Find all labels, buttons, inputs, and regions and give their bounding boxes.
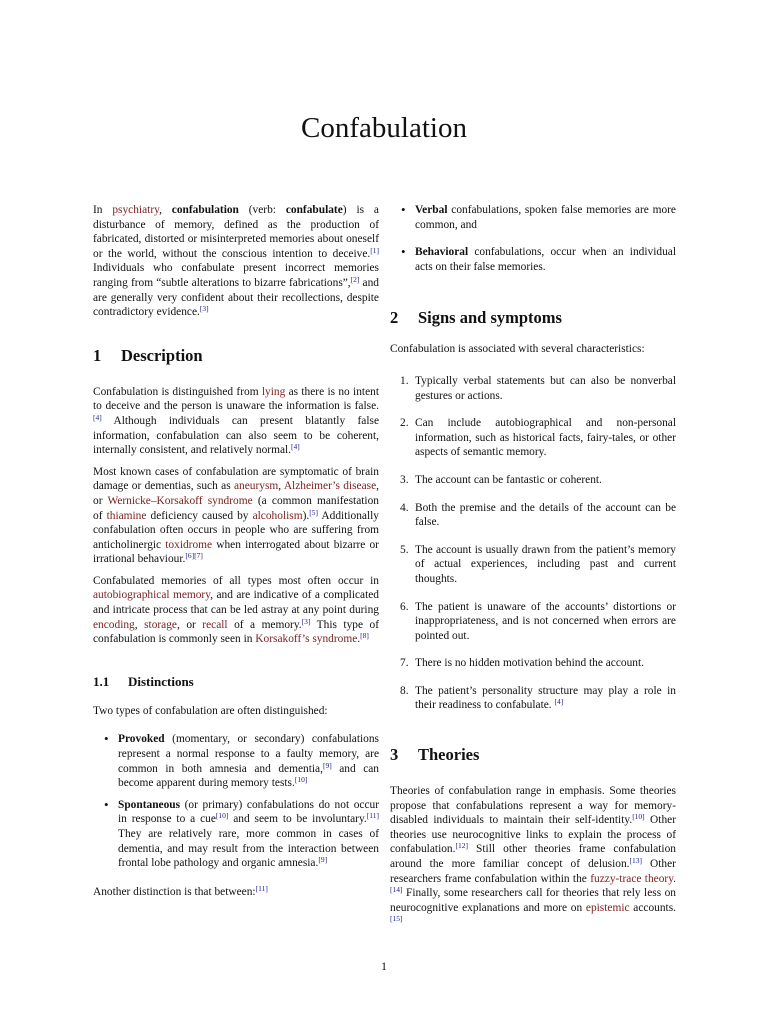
description-paragraph: Confabulation is distinguished from lying as there is no intent to deceive and the person is unaware the information is false.[4] Although individuals can present blatantly false information, confabulation can also seem to be coherent, internally consistent, and relatively normal.[4] [93,385,379,457]
link-encoding[interactable]: encoding [93,618,135,631]
distinctions-list [93,732,379,870]
distinctions-intro: Two types of confabulation are often distinguished: [93,704,328,717]
list-item: • Behavioral confabulations, occur when an individual acts on their false memories. [390,245,676,274]
ref-link[interactable]: [14] [390,885,403,895]
ref-link[interactable]: [3] [301,616,311,626]
ref-link[interactable]: [12] [455,841,468,851]
right-column [390,203,676,930]
link-aneurysm[interactable]: aneurysm [233,480,279,493]
left-column [93,203,379,899]
ref-link[interactable]: [11] [366,811,379,821]
another-distinction: Another distinction is that between:[11] [93,883,268,898]
link-autobiographical-memory[interactable]: autobiographical memory [93,589,211,602]
link-recall[interactable]: recall [202,618,228,631]
ref-link[interactable]: [4] [93,412,102,422]
theories-paragraph: Theories of confabulation range in emphasis. Some theories propose that confabulations represent a way for memory-disabled individuals to maintain their self-identity.[10] Other theories use neurocognitive links to explain the process of confabulation.[12] Still other theories frame confabulation around the more familiar concept of delusion.[13] Other researchers frame confabulation within the fuzzy-trace theory.[14] Finally, some researchers call for theories that rely less on neurocognitive explanations and more on epistemic accounts.[15] [390,785,677,924]
description-paragraph: Confabulated memories of all types most often occur in autobiographical memory, and are indicative of a complicated and intricate process that can be led astray at any point during encoding, storage, or recall of a memory.[3] This type of confabulation is commonly seen in Korsakoff’s syndrome.[8] [93,574,380,646]
signs-intro: Confabulation is associated with several characteristics: [390,343,645,356]
section-heading-theories: 3 Theories [390,745,480,765]
ref-link[interactable]: [4] [291,442,300,452]
link-thiamine[interactable]: thiamine [106,509,147,522]
link-toxidrome[interactable]: toxidrome [165,538,213,551]
ref-link[interactable]: [1] [370,245,379,255]
list-item: 8. The patient’s personality structure may play a role in their readiness to confabulate. [4] [400,684,676,712]
list-item: 7. There is no hidden motivation behind the account. [400,657,645,670]
ref-link[interactable]: [3] [199,304,209,314]
link-epistemic[interactable]: epistemic [585,901,630,914]
ref-link[interactable]: [15] [390,914,403,924]
list-item: • Provoked (momentary, or secondary) confabulations represent a normal response to a faulty memory, are common in both amnesia and dementia,[9] and can become apparent during memory tests.[10] [93,732,379,790]
ref-link[interactable]: [11] [255,883,268,893]
link-alzheimers[interactable]: Alzheimer’s disease [283,480,377,493]
subsection-heading-distinctions: 1.1 Distinctions [93,673,194,689]
link-fuzzy-trace-theory[interactable]: fuzzy-trace theory [590,872,674,885]
list-item: 2. Can include autobiographical and non-personal information, such as historical facts, fairy-tales, or other aspects of semantic memory. [400,417,676,459]
ref-link[interactable]: [4] [554,697,564,707]
list-item: • Spontaneous (or primary) confabulations do not occur in response to a cue[10] and seem to be involuntary.[11] They are relatively rare, more common in cases of dementia, and may result from the interaction between frontal lobe pathology and organic amnesia.[9] [93,798,379,871]
link-lying[interactable]: lying [261,385,286,398]
ref-link[interactable]: [9] [322,760,332,770]
ref-link[interactable]: [8] [360,631,369,641]
link-korsakoffs-syndrome[interactable]: Korsakoff’s syndrome [255,633,358,646]
section-heading-description: 1 Description [93,345,203,365]
page-title: Confabulation [301,112,467,144]
intro-paragraph: In psychiatry, confabulation (verb: confabulate) is a disturbance of memory, defined as the production of fabricated, distorted or misinterpreted memories about oneself or the world, without the conscious intention to deceive.[1] Individuals who confabulate present incorrect memories ranging from “subtle alterations to bizarre fabrications”,[2] and are generally very confident about their recollections, despite contradictory evidence.[3] [93,204,379,319]
list-item: 3. The account can be fantastic or coherent. [400,473,602,486]
section-heading-signs: 2 Signs and symptoms [390,308,562,328]
list-item: • Verbal confabulations, spoken false memories are more common, and [390,203,676,232]
ref-link[interactable]: [5] [309,507,318,517]
link-psychiatry[interactable]: psychiatry [112,204,160,216]
ref-link[interactable]: [6][7] [185,551,203,561]
description-paragraph: Most known cases of confabulation are symptomatic of brain damage or dementias, such as aneurysm, Alzheimer’s disease, or Wernicke–Korsakoff syndrome (a common manifestation of thiamine deficiency caused by alcoholism).[5] Additionally confabulation often occurs in people who are suffering from anticholinergic toxidrome when interrogated about bizarre or irrational behaviour.[6][7] [93,465,380,566]
page-number: 1 [381,959,387,973]
ref-link[interactable]: [2] [350,274,360,284]
list-item: 1. Typically verbal statements but can also be nonverbal gestures or actions. [400,374,676,402]
ref-link[interactable]: [10] [632,812,645,822]
link-storage[interactable]: storage [144,618,177,631]
ref-link[interactable]: [10] [294,775,308,785]
list-item: 5. The account is usually drawn from the patient’s memory of actual experiences, including past and current thoughts. [400,543,676,585]
ref-link[interactable]: [10] [215,811,229,821]
link-alcoholism[interactable]: alcoholism [252,509,303,522]
list-item: 4. Both the premise and the details of the account can be false. [400,501,676,529]
ref-link[interactable]: [9] [318,855,328,865]
ref-link[interactable]: [13] [629,856,643,866]
verbal-behavioral-list [390,203,676,274]
signs-list [390,374,676,713]
list-item: 6. The patient is unaware of the accounts’ distortions or inappropriateness, and is not concerned when errors are pointed out. [400,600,676,642]
link-wernicke-korsakoff[interactable]: Wernicke–Korsakoff syndrome [107,494,253,507]
